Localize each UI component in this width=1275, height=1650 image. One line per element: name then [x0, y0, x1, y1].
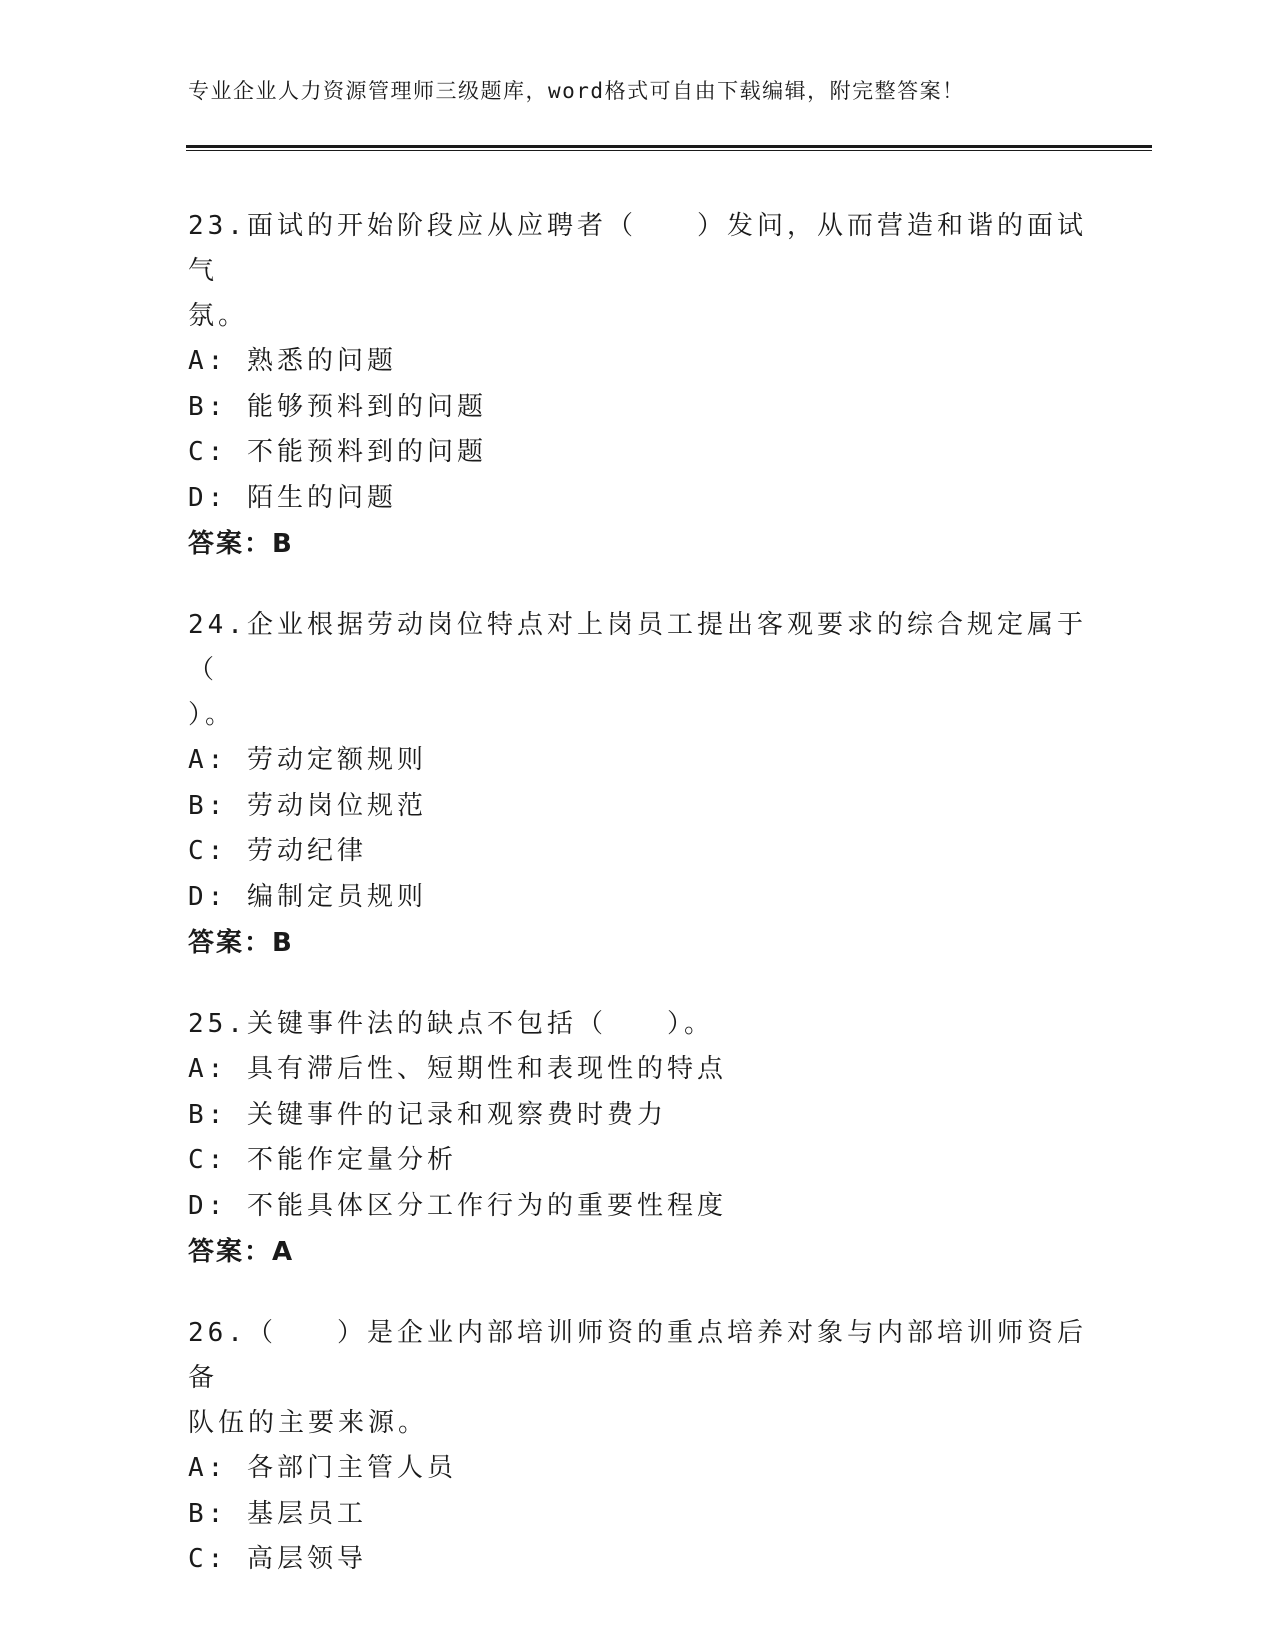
option-a: A: 熟悉的问题 [188, 346, 397, 376]
question-stem: 23.面试的开始阶段应从应聘者（ ）发问，从而营造和谐的面试气 [188, 211, 1087, 286]
option-c: C: 高层领导 [188, 1544, 367, 1574]
question-stem: ）。 [188, 700, 236, 730]
question-stem: 队伍的主要来源。 [188, 1408, 429, 1438]
option-b: B: 基层员工 [188, 1498, 367, 1529]
option-d: D: 编制定员规则 [188, 881, 427, 912]
option-c: C: 不能作定量分析 [188, 1145, 457, 1175]
question-stem: 氛。 [188, 301, 249, 331]
option-c: C: 不能预料到的问题 [188, 437, 487, 467]
question-26 [188, 1311, 1088, 1583]
option-b: B: 劳动岗位规范 [188, 790, 427, 821]
answer: 答案：A [188, 1237, 295, 1267]
option-a: A: 各部门主管人员 [188, 1453, 457, 1483]
question-stem: 24.企业根据劳动岗位特点对上岗员工提出客观要求的综合规定属于（ [188, 610, 1087, 685]
question-stem: 25.关键事件法的缺点不包括（ ）。 [188, 1009, 714, 1039]
question-24 [188, 603, 1088, 966]
option-b: B: 能够预料到的问题 [188, 391, 487, 422]
option-c: C: 劳动纪律 [188, 836, 367, 866]
option-d: D: 不能具体区分工作行为的重要性程度 [188, 1190, 727, 1221]
answer: 答案：B [188, 928, 294, 958]
question-stem: 26.（ ）是企业内部培训师资的重点培养对象与内部培训师资后备 [188, 1318, 1087, 1393]
question-23 [188, 204, 1088, 567]
option-a: A: 具有滞后性、短期性和表现性的特点 [188, 1054, 727, 1084]
option-b: B: 关键事件的记录和观察费时费力 [188, 1099, 667, 1130]
option-d: D: 陌生的问题 [188, 482, 397, 513]
option-a: A: 劳动定额规则 [188, 745, 427, 775]
question-25 [188, 1002, 1088, 1275]
header-divider [186, 145, 1152, 151]
question-list [188, 204, 1088, 1619]
page-header: 专业企业人力资源管理师三级题库，word格式可自由下载编辑，附完整答案！ [188, 79, 965, 103]
answer: 答案：B [188, 529, 294, 559]
